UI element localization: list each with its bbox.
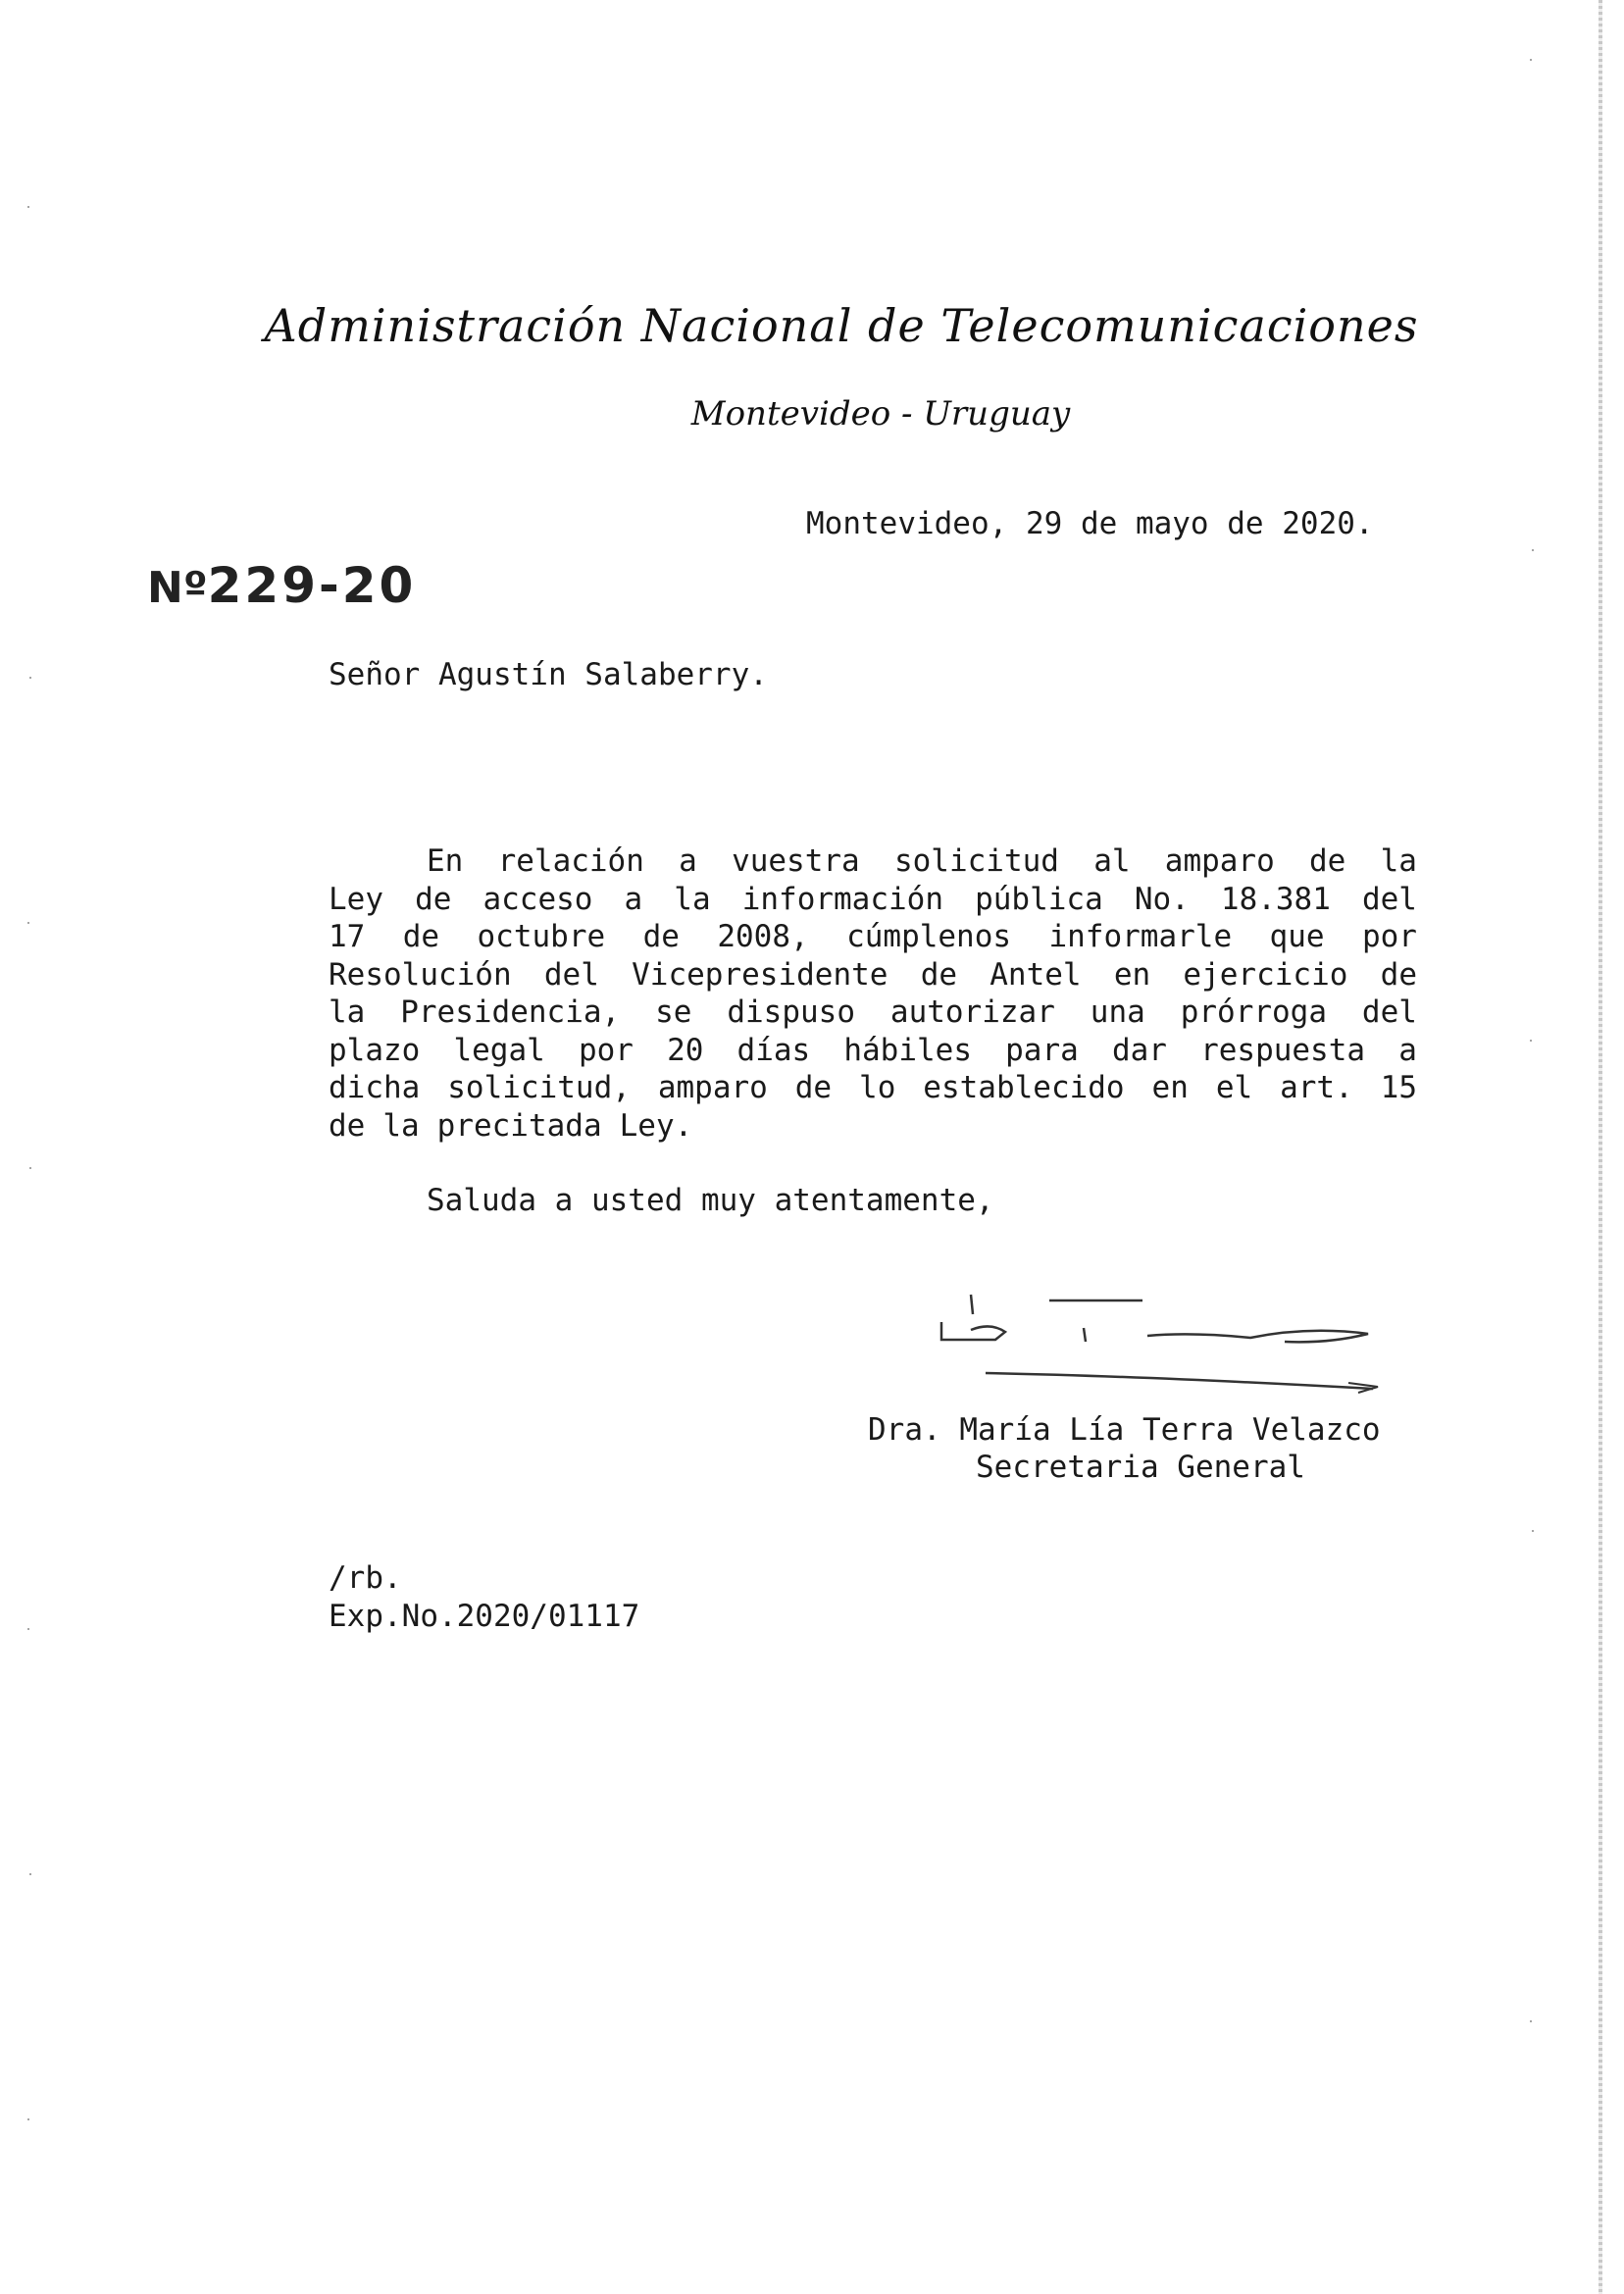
scan-speck xyxy=(29,1167,31,1169)
scan-speck xyxy=(29,677,31,679)
body-word: del xyxy=(543,956,599,993)
body-word: de xyxy=(1380,956,1417,993)
body-word: vuestra xyxy=(732,843,860,879)
body-line xyxy=(329,1069,1417,1107)
body-word: acceso xyxy=(482,881,593,917)
body-word: la xyxy=(674,881,711,917)
body-word: de xyxy=(329,1107,366,1144)
body-word: por xyxy=(578,1032,634,1068)
body-word: de xyxy=(1309,843,1346,879)
date-line: Montevideo, 29 de mayo de 2020. xyxy=(806,506,1374,541)
body-line xyxy=(329,918,1417,956)
body-word: de xyxy=(642,919,680,954)
body-word: para xyxy=(1005,1032,1079,1068)
scan-speck xyxy=(1532,549,1534,551)
scan-speck xyxy=(27,2118,29,2120)
body-word: 15 xyxy=(1380,1070,1417,1105)
body-word: 18.381 xyxy=(1220,881,1331,917)
body-word: de xyxy=(794,1070,833,1105)
body-word: 20 xyxy=(667,1032,704,1068)
body-word: lo xyxy=(859,1070,896,1105)
body-word: cúmplenos xyxy=(846,919,1012,954)
body-word: se xyxy=(655,994,692,1030)
body-word: la xyxy=(1380,843,1417,879)
body-word: amparo xyxy=(657,1070,768,1105)
body-word: dicha xyxy=(329,1070,421,1105)
body-word: relación xyxy=(497,843,644,879)
body-word: a xyxy=(679,843,697,879)
body-word: que xyxy=(1269,919,1325,954)
body-word: precitada xyxy=(436,1107,602,1144)
typist-initials: /rb. xyxy=(329,1560,402,1596)
body-word: Resolución xyxy=(329,956,512,993)
body-word: informarle xyxy=(1048,919,1233,954)
body-word: ejercicio xyxy=(1183,956,1348,993)
scan-speck xyxy=(27,206,29,208)
body-word: No. xyxy=(1134,881,1190,917)
body-word: el xyxy=(1215,1070,1253,1105)
body-word: En xyxy=(427,843,464,879)
body-word: plazo xyxy=(329,1032,421,1068)
body-word: 17 xyxy=(329,919,366,954)
stamp-number: 229-20 xyxy=(207,557,417,614)
recipient: Señor Agustín Salaberry. xyxy=(329,657,768,692)
body-line xyxy=(329,1107,1417,1146)
body-word: dar xyxy=(1111,1032,1167,1068)
signer-title: Secretaria General xyxy=(976,1450,1305,1485)
scan-speck xyxy=(1530,59,1532,61)
scan-speck xyxy=(27,1628,29,1630)
body-word: solicitud, xyxy=(447,1070,631,1105)
letterhead-location: Montevideo - Uruguay xyxy=(690,394,1071,433)
body-line xyxy=(329,956,1417,994)
body-word: de xyxy=(402,919,440,954)
body-line xyxy=(329,994,1417,1032)
body-word: amparo xyxy=(1164,843,1275,879)
signer-name: Dra. María Lía Terra Velazco xyxy=(868,1412,1381,1448)
body-word: a xyxy=(1398,1032,1417,1068)
body-word: 2008, xyxy=(717,919,809,954)
body-word: a xyxy=(624,881,643,917)
handwritten-signature xyxy=(897,1293,1407,1410)
body-word: de xyxy=(415,881,452,917)
body-word: Ley xyxy=(329,881,383,917)
body-word: en xyxy=(1113,956,1151,993)
body-word: la xyxy=(382,1107,420,1144)
body-word: en xyxy=(1151,1070,1189,1105)
body-word: por xyxy=(1361,919,1417,954)
closing: Saluda a usted muy atentamente, xyxy=(427,1183,994,1218)
body-line xyxy=(329,842,1417,881)
body-word: del xyxy=(1361,994,1417,1030)
document-number-stamp xyxy=(147,557,416,614)
letter-body xyxy=(329,842,1417,1145)
body-word: de xyxy=(920,956,958,993)
body-word: al xyxy=(1093,843,1131,879)
body-word: solicitud xyxy=(893,843,1059,879)
body-word: legal xyxy=(453,1032,545,1068)
body-word: autorizar xyxy=(889,994,1055,1030)
body-line xyxy=(329,1032,1417,1070)
body-word: establecido xyxy=(923,1070,1125,1105)
body-word: respuesta xyxy=(1200,1032,1366,1068)
body-line xyxy=(329,881,1417,919)
body-word: Ley. xyxy=(619,1107,693,1144)
scan-speck xyxy=(27,922,29,924)
body-word: Antel xyxy=(990,956,1082,993)
body-word: dispuso xyxy=(727,994,855,1030)
file-reference: Exp.No.2020/01117 xyxy=(329,1599,640,1634)
body-word: Presidencia, xyxy=(400,994,621,1030)
body-word: hábiles xyxy=(843,1032,972,1068)
body-word: pública xyxy=(975,881,1103,917)
body-word: del xyxy=(1361,881,1417,917)
scan-speck xyxy=(1532,1530,1534,1532)
body-word: Vicepresidente xyxy=(632,956,888,993)
body-word: una xyxy=(1090,994,1145,1030)
body-word: art. xyxy=(1280,1070,1353,1105)
scan-speck xyxy=(29,1873,31,1875)
body-word: información xyxy=(741,881,944,917)
scan-speck xyxy=(1530,1040,1532,1042)
letterhead-organization: Administración Nacional de Telecomunicaciones xyxy=(264,299,1419,352)
scan-speck xyxy=(1530,2020,1532,2022)
body-word: prórroga xyxy=(1180,994,1328,1030)
stamp-prefix: Nº xyxy=(147,563,208,613)
body-word: octubre xyxy=(477,919,606,954)
body-word: la xyxy=(329,994,366,1030)
body-word: días xyxy=(736,1032,811,1068)
